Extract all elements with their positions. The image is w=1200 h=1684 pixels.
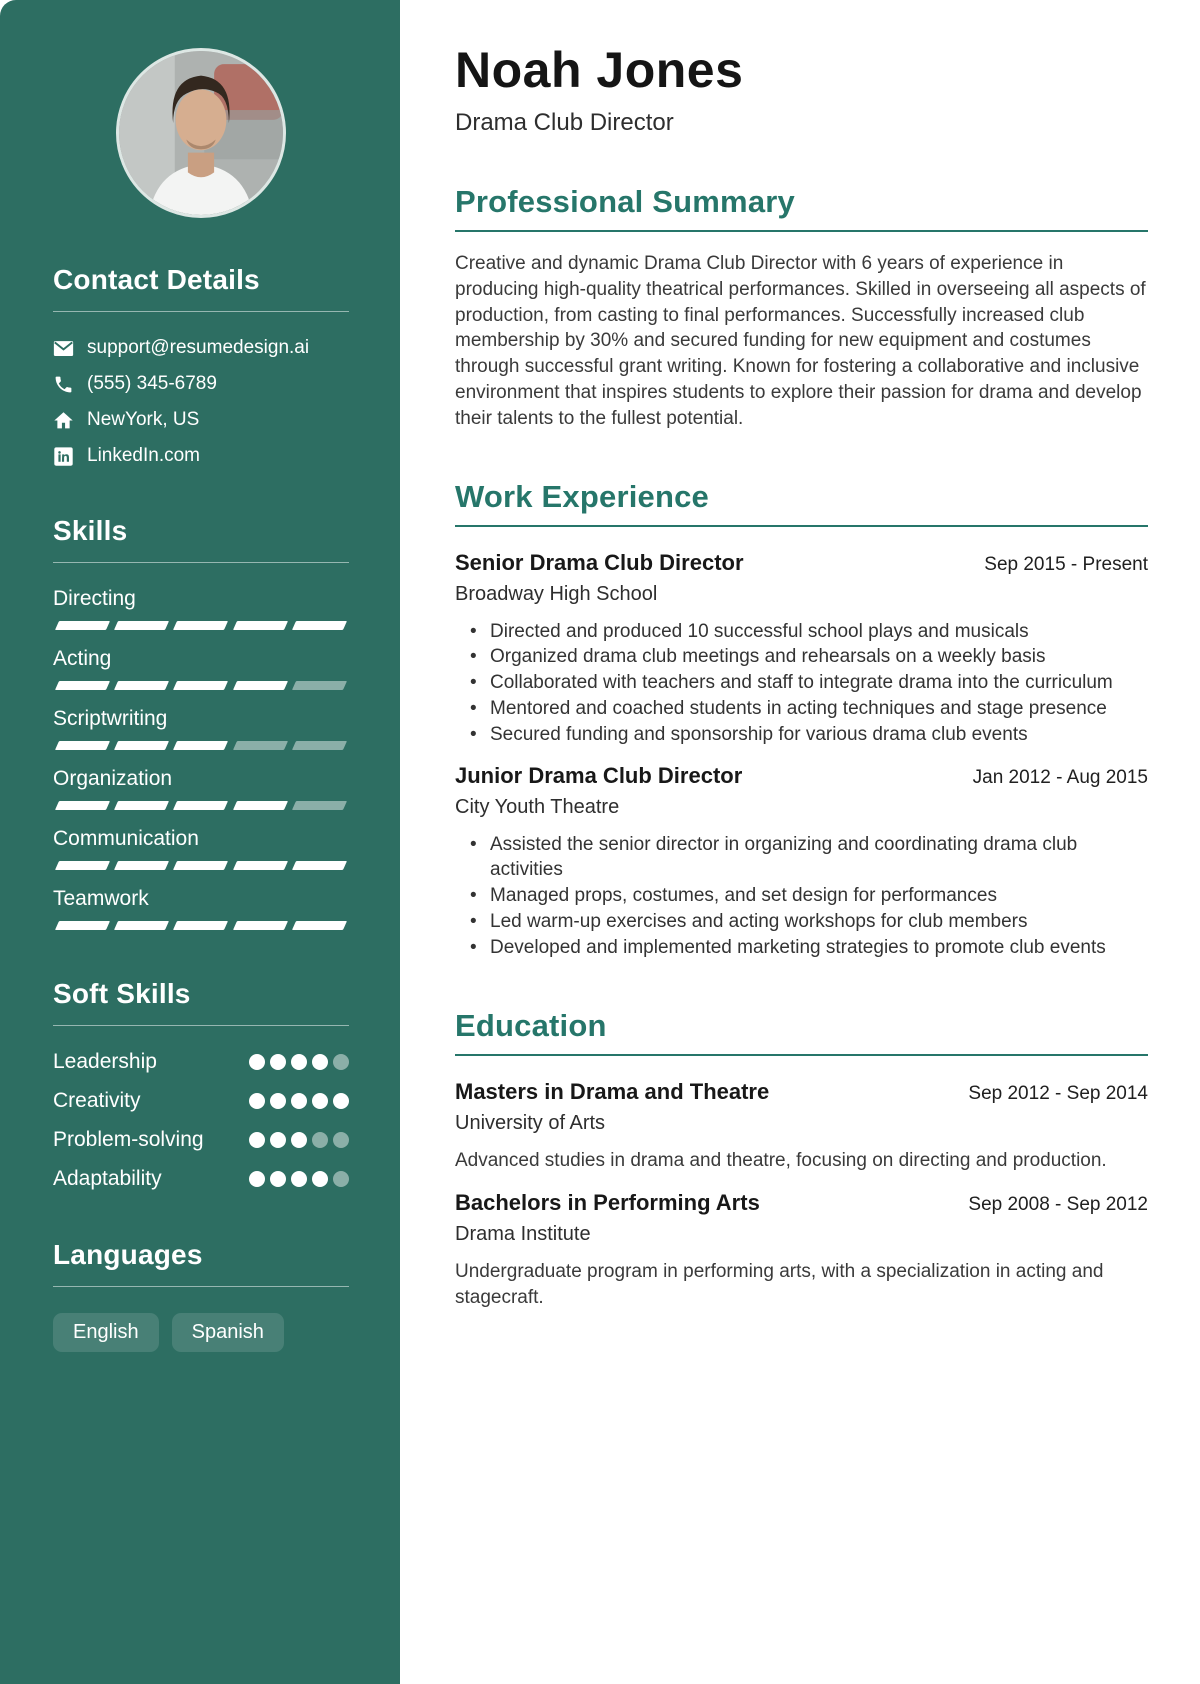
job-bullet: • Led warm-up exercises and acting workshops for club members xyxy=(455,909,1148,935)
contact-text: (555) 345-6789 xyxy=(87,373,217,394)
bar-segment-filled xyxy=(173,801,228,810)
bar-segment-filled xyxy=(233,861,288,870)
contact-row xyxy=(53,409,349,431)
job-bullet: • Assisted the senior director in organizing and coordinating drama club activities xyxy=(455,832,1148,884)
soft-skill-dots xyxy=(249,1132,349,1148)
skill-item xyxy=(53,647,349,690)
soft-skill-dots xyxy=(249,1171,349,1187)
experience-section xyxy=(455,479,1148,961)
soft-skills-section xyxy=(53,978,349,1191)
rating-dot-filled xyxy=(249,1093,265,1109)
bar-segment-filled xyxy=(55,621,110,630)
contact-text: LinkedIn.com xyxy=(87,445,201,466)
bar-segment-filled xyxy=(173,621,228,630)
contact-title: Contact Details xyxy=(53,264,349,312)
soft-skill-label: Creativity xyxy=(53,1089,141,1112)
education-list xyxy=(455,1079,1148,1311)
education-school: University of Arts xyxy=(455,1111,606,1134)
bar-segment-filled xyxy=(173,741,228,750)
job-list xyxy=(455,550,1148,961)
summary-title: Professional Summary xyxy=(455,184,1148,232)
bar-segment-filled xyxy=(114,681,169,690)
bar-segment-filled xyxy=(233,801,288,810)
rating-dot-filled xyxy=(249,1054,265,1070)
home-icon xyxy=(53,410,74,431)
rating-dot-filled xyxy=(270,1054,286,1070)
soft-skill-dots xyxy=(249,1054,349,1070)
job-bullet-list xyxy=(455,832,1148,961)
job-entry xyxy=(455,550,1148,748)
education-description: Undergraduate program in performing arts, with a specialization in acting and stagecraft. xyxy=(455,1261,1104,1309)
skill-item xyxy=(53,767,349,810)
soft-skill-label: Leadership xyxy=(53,1050,157,1073)
rating-dot-filled xyxy=(291,1054,307,1070)
person-job-title: Drama Club Director xyxy=(455,109,674,136)
rating-dot-filled xyxy=(270,1132,286,1148)
language-chip: English xyxy=(53,1313,159,1352)
soft-skill-label: Problem-solving xyxy=(53,1128,204,1151)
bar-segment-filled xyxy=(173,861,228,870)
sidebar xyxy=(0,0,400,1684)
bar-segment-empty xyxy=(292,741,347,750)
skill-label: Scriptwriting xyxy=(53,707,168,730)
skill-item xyxy=(53,887,349,930)
skill-level-bar xyxy=(57,801,345,810)
phone-icon xyxy=(53,374,74,395)
contact-text: support@resumedesign.ai xyxy=(87,337,310,358)
bar-segment-filled xyxy=(55,741,110,750)
rating-dot-filled xyxy=(249,1171,265,1187)
bar-segment-filled xyxy=(173,921,228,930)
language-list xyxy=(53,1313,349,1352)
rating-dot-empty xyxy=(333,1171,349,1187)
soft-skill-row xyxy=(53,1128,349,1152)
bar-segment-filled xyxy=(233,921,288,930)
job-role: Senior Drama Club Director xyxy=(455,549,744,575)
job-bullet: • Developed and implemented marketing strategies to promote club events xyxy=(455,935,1148,961)
envelope-icon xyxy=(53,338,74,359)
skill-level-bar xyxy=(57,681,345,690)
bar-segment-empty xyxy=(292,801,347,810)
contact-row xyxy=(53,373,349,395)
contact-section xyxy=(53,264,349,467)
soft-skill-row xyxy=(53,1167,349,1191)
skill-level-bar xyxy=(57,741,345,750)
rating-dot-filled xyxy=(312,1093,328,1109)
bar-segment-filled xyxy=(233,621,288,630)
bar-segment-filled xyxy=(114,741,169,750)
job-dates: Jan 2012 - Aug 2015 xyxy=(972,766,1148,788)
bar-segment-empty xyxy=(292,681,347,690)
languages-title: Languages xyxy=(53,1239,349,1287)
skill-label: Communication xyxy=(53,827,199,850)
education-entry xyxy=(455,1079,1148,1174)
bar-segment-filled xyxy=(292,861,347,870)
bar-segment-filled xyxy=(114,921,169,930)
rating-dot-filled xyxy=(291,1171,307,1187)
job-header xyxy=(455,763,1148,789)
bar-segment-filled xyxy=(55,861,110,870)
bar-segment-filled xyxy=(55,681,110,690)
bar-segment-filled xyxy=(114,801,169,810)
bar-segment-filled xyxy=(292,621,347,630)
soft-skill-dots xyxy=(249,1093,349,1109)
job-dates: Sep 2015 - Present xyxy=(984,553,1148,575)
job-role: Junior Drama Club Director xyxy=(455,762,743,788)
education-dates: Sep 2012 - Sep 2014 xyxy=(968,1082,1148,1104)
soft-skill-label: Adaptability xyxy=(53,1167,162,1190)
bar-segment-filled xyxy=(114,621,169,630)
job-company: Broadway High School xyxy=(455,582,658,605)
skill-item xyxy=(53,707,349,750)
main-content xyxy=(400,0,1200,1684)
job-bullet: • Mentored and coached students in acting techniques and stage presence xyxy=(455,696,1148,722)
education-degree: Bachelors in Performing Arts xyxy=(455,1190,760,1216)
contact-list xyxy=(53,337,349,467)
job-bullet: • Organized drama club meetings and rehearsals on a weekly basis xyxy=(455,644,1148,670)
rating-dot-filled xyxy=(270,1093,286,1109)
skill-label: Directing xyxy=(53,587,136,610)
skills-section xyxy=(53,515,349,930)
bar-segment-filled xyxy=(55,921,110,930)
job-header xyxy=(455,550,1148,576)
experience-title: Work Experience xyxy=(455,479,1148,527)
skills-title: Skills xyxy=(53,515,349,563)
contact-row xyxy=(53,445,349,467)
soft-skill-row xyxy=(53,1089,349,1113)
education-degree: Masters in Drama and Theatre xyxy=(455,1078,770,1104)
rating-dot-filled xyxy=(291,1093,307,1109)
skill-level-bar xyxy=(57,621,345,630)
summary-section xyxy=(455,184,1148,432)
soft-skill-row xyxy=(53,1050,349,1074)
rating-dot-filled xyxy=(312,1171,328,1187)
job-bullet: • Directed and produced 10 successful school plays and musicals xyxy=(455,619,1148,645)
education-entry xyxy=(455,1190,1148,1311)
job-bullet: • Collaborated with teachers and staff to integrate drama into the curriculum xyxy=(455,670,1148,696)
job-entry xyxy=(455,763,1148,961)
bar-segment-filled xyxy=(292,921,347,930)
job-company: City Youth Theatre xyxy=(455,795,620,818)
job-bullet: • Managed props, costumes, and set design for performances xyxy=(455,883,1148,909)
education-header xyxy=(455,1079,1148,1105)
languages-section xyxy=(53,1239,349,1352)
job-bullet: • Secured funding and sponsorship for various drama club events xyxy=(455,722,1148,748)
rating-dot-empty xyxy=(312,1132,328,1148)
soft-skills-title: Soft Skills xyxy=(53,978,349,1026)
person-name: Noah Jones xyxy=(455,42,744,98)
summary-text: Creative and dynamic Drama Club Director with 6 years of experience in producing high-quality theatrical performances. Skilled in overseeing all aspects of production, from casting to final performances. Successfully increased club membership by 30% and secured funding for new equipment and costumes through successful grant writing. Known for fostering a collaborative and inclusive environment that inspires students to explore their passion for drama and develop their talents to the fullest potential. xyxy=(455,253,1146,429)
rating-dot-empty xyxy=(333,1132,349,1148)
skill-level-bar xyxy=(57,921,345,930)
education-header xyxy=(455,1190,1148,1216)
bar-segment-empty xyxy=(233,741,288,750)
profile-photo xyxy=(116,48,286,218)
rating-dot-filled xyxy=(291,1132,307,1148)
contact-row xyxy=(53,337,349,359)
bar-segment-filled xyxy=(173,681,228,690)
skill-label: Organization xyxy=(53,767,173,790)
rating-dot-filled xyxy=(270,1171,286,1187)
skill-label: Acting xyxy=(53,647,112,670)
soft-skill-list xyxy=(53,1050,349,1191)
contact-text: NewYork, US xyxy=(87,409,200,430)
language-chip: Spanish xyxy=(172,1313,284,1352)
bar-segment-filled xyxy=(233,681,288,690)
education-dates: Sep 2008 - Sep 2012 xyxy=(968,1194,1148,1216)
rating-dot-empty xyxy=(333,1054,349,1070)
bar-segment-filled xyxy=(114,861,169,870)
education-school: Drama Institute xyxy=(455,1223,591,1246)
rating-dot-filled xyxy=(312,1054,328,1070)
skill-item xyxy=(53,587,349,630)
rating-dot-filled xyxy=(249,1132,265,1148)
skill-list xyxy=(53,587,349,930)
job-bullet-list xyxy=(455,619,1148,748)
education-description: Advanced studies in drama and theatre, focusing on directing and production. xyxy=(455,1149,1107,1171)
education-title: Education xyxy=(455,1008,1148,1056)
linkedin-icon xyxy=(53,446,74,467)
rating-dot-filled xyxy=(333,1093,349,1109)
skill-level-bar xyxy=(57,861,345,870)
skill-item xyxy=(53,827,349,870)
education-section xyxy=(455,1008,1148,1311)
skill-label: Teamwork xyxy=(53,887,149,910)
bar-segment-filled xyxy=(55,801,110,810)
